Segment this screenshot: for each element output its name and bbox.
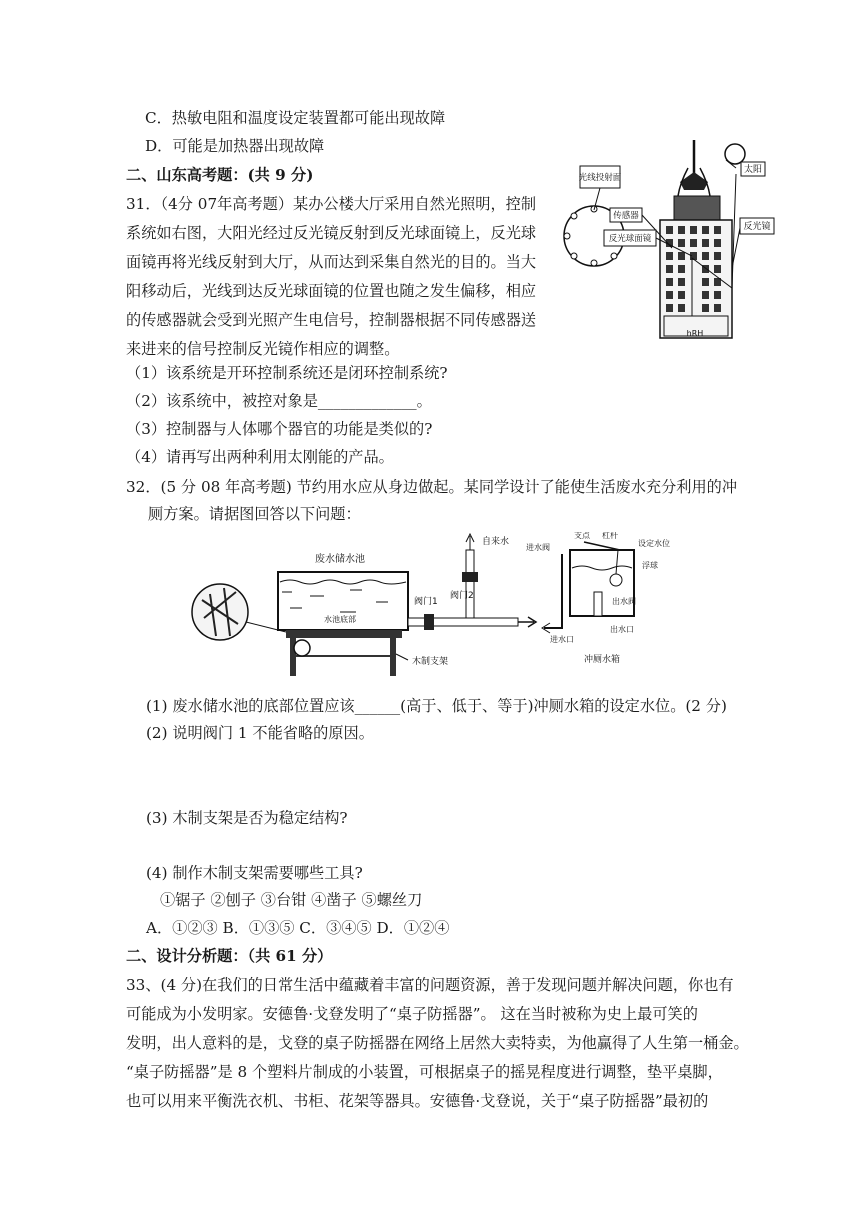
water-in-label: 进水口 (550, 635, 574, 644)
q31-line-6: 来进来的信号控制反光镜作相应的调整。 (126, 340, 400, 358)
inlet-valve-label: 进水阀 (526, 543, 550, 552)
option-d-line: D．可能是加热器出现故障 (145, 137, 325, 155)
flush-tank-label: 冲厕水箱 (583, 655, 621, 665)
option-c-line: C．热敏电阻和温度设定装置都可能出现故障 (145, 109, 446, 127)
stand-label: 木制支架 (412, 657, 449, 667)
tap-water-label: 自来水 (482, 537, 510, 547)
q33-line-4: “桌子防摇器”是 8 个塑料片制成的小装置，可根据桌子的摇晃程度进行调整，垫平桌脚， (126, 1063, 723, 1081)
q31-sub-1: （1）该系统是开环控制系统还是闭环控制系统? (126, 364, 448, 382)
flush-system-figure (190, 532, 695, 694)
flush-valve-label: 出水阀 (612, 597, 636, 606)
lever (584, 542, 620, 550)
q32-line-2: 厕方案。请据图回答以下问题： (148, 505, 361, 523)
tank-bottom-label: 水池底部 (324, 615, 356, 624)
q32-sub-2: (2) 说明阀门 1 不能省略的原因。 (146, 724, 374, 742)
tap-water-pipe (466, 550, 474, 618)
q32-line-1: 32．(5 分 08 年高考题) 节约用水应从身边做起。某同学设计了能使生活废水充分利用的冲 (126, 478, 738, 496)
section-heading-shandong: 二、山东高考题：(共 9 分) (126, 166, 314, 184)
q31-line-5: 的传感器就会受到光照产生电信号，控制器根据不同传感器送 (126, 311, 537, 329)
natural-light-system-figure (560, 138, 786, 344)
valve1-label: 阀门1 (414, 597, 438, 607)
q33-line-1: 33、(4 分)在我们的日常生活中蕴藏着丰富的问题资源，善于发现问题并解决问题，你也有 (126, 976, 734, 994)
float-ball (610, 574, 622, 586)
valve2-label: 阀门2 (450, 591, 474, 601)
answer-options: A．①②③ B．①③⑤ C．③④⑤ D．①②④ (146, 919, 450, 937)
q31-line-3: 面镜再将光线反射到大厅，从而达到采集自然光的目的。当大 (126, 253, 537, 271)
tank-label: 废水储水池 (315, 554, 365, 565)
q31-line-4: 阳移动后，光线到达反光球面镜的位置也随之发生偏移，相应 (126, 282, 537, 300)
valve-2 (462, 572, 478, 582)
lever-label: 杠杆 (602, 532, 618, 540)
projection-label: 光线投射面 (578, 173, 622, 183)
mirror-label: 反光镜 (743, 222, 771, 232)
support-label: 支点 (574, 532, 590, 540)
stand-top (286, 630, 402, 638)
q33-line-2: 可能成为小发明家。安德鲁·戈登发明了“桌子防摇器”。 这在当时被称为史上最可笑的 (126, 1005, 698, 1023)
tools-list: ①锯子 ②刨子 ③台钳 ④凿子 ⑤螺丝刀 (160, 891, 423, 909)
q32-sub-4: (4) 制作木制支架需要哪些工具? (146, 864, 363, 882)
water-out-label: 出水口 (610, 625, 634, 634)
sun-label: 太阳 (743, 165, 763, 175)
q32-sub-3: (3) 木制支架是否为稳定结构? (146, 809, 348, 827)
q31-sub-3: （3）控制器与人体哪个器官的功能是类似的? (126, 420, 433, 438)
set-level-label: 设定水位 (638, 539, 670, 548)
q33-line-5: 也可以用来平衡洗衣机、书柜、花架等器具。安德鲁·戈登说，关于“桌子防摇器”最初的 (126, 1092, 709, 1110)
q33-line-3: 发明，出人意料的是，戈登的桌子防摇器在网络上居然大卖特卖，为他赢得了人生第一桶金。 (126, 1034, 749, 1052)
q31-line-2: 系统如右图，大阳光经过反光镜反射到反光球面镜上，反光球 (126, 224, 537, 242)
section-heading-design: 二、设计分析题：（共 61 分） (126, 947, 333, 965)
valve-1 (424, 614, 434, 630)
q31-line-1: 31．（4分 07年高考题）某办公楼大厅采用自然光照明，控制 (126, 195, 537, 213)
roof-block (674, 196, 720, 220)
sensor-label: 传感器 (613, 211, 639, 221)
svg-text:hRH: hRH (686, 329, 704, 338)
sphere-mirror-label: 反光球面镜 (608, 234, 652, 244)
q31-sub-2: （2）该系统中，被控对象是_____________。 (126, 392, 432, 410)
q31-sub-4: （4）请再写出两种利用太刚能的产品。 (126, 448, 394, 466)
float-label: 浮球 (642, 561, 658, 570)
q32-sub-1: (1) 废水储水池的底部位置应该______(高于、低于、等于)冲厕水箱的设定水位。(2 分) (146, 697, 727, 715)
